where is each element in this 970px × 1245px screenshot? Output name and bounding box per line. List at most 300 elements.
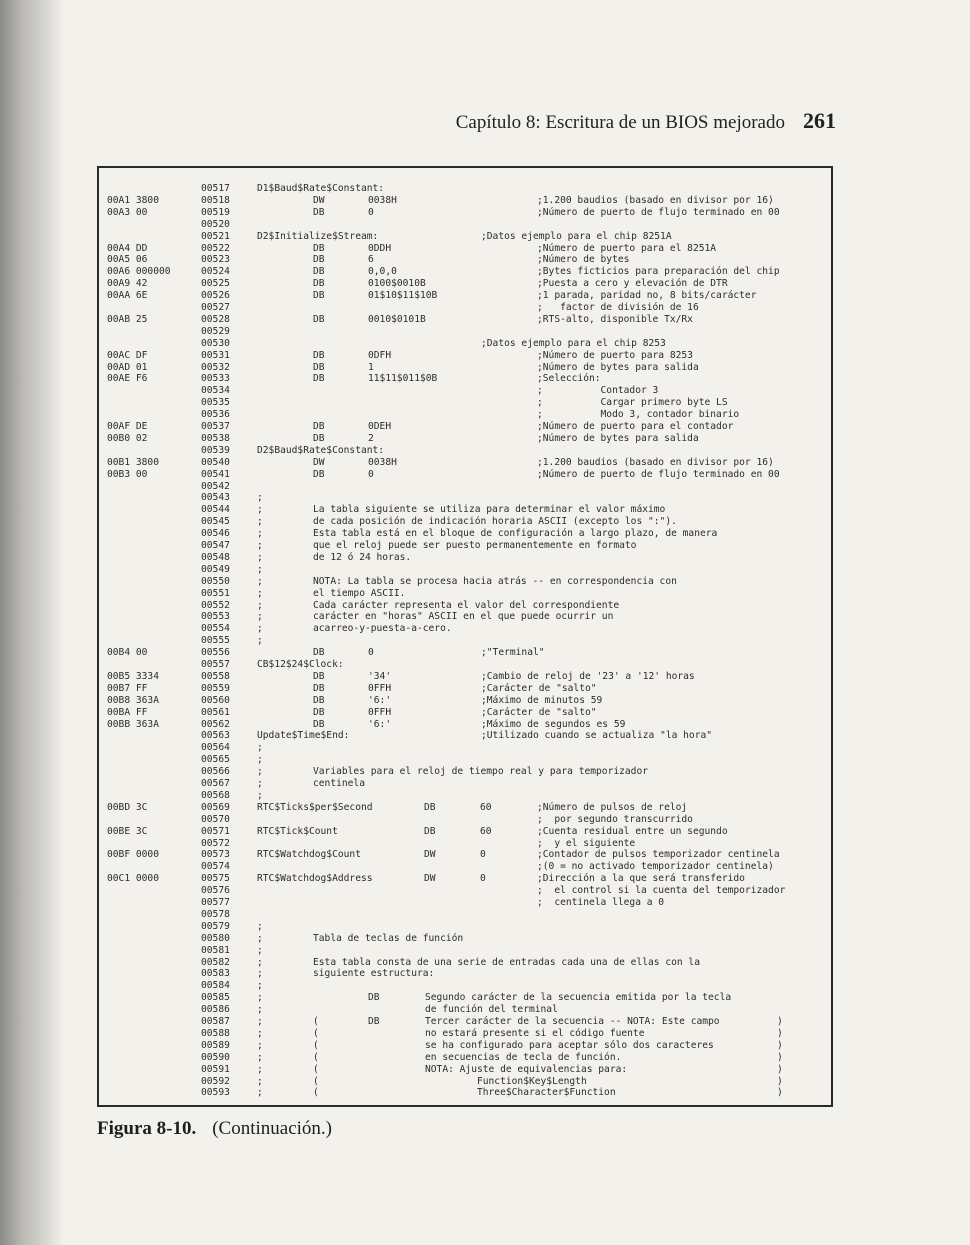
opcode: DW	[313, 194, 325, 206]
opcode: DB	[313, 694, 325, 706]
line-number: 00519	[201, 206, 230, 218]
paren-marker: )	[777, 1087, 783, 1099]
listing-row	[99, 576, 833, 588]
line-number: 00553	[201, 611, 230, 623]
object-code: 00A3 00	[107, 206, 148, 218]
line-number: 00531	[201, 349, 230, 361]
comment-marker: ;	[257, 742, 263, 754]
comment-text: Function$Key$Length	[425, 1075, 587, 1087]
comment-text: Three$Character$Function	[425, 1087, 616, 1099]
line-number: 00535	[201, 397, 230, 409]
figure-caption-text: (Continuación.)	[212, 1118, 332, 1139]
listing-row	[99, 1004, 833, 1016]
line-number: 00576	[201, 885, 230, 897]
code-comment: ;Puesta a cero y elevación de DTR	[537, 278, 728, 290]
opcode: DB	[313, 706, 325, 718]
line-number: 00538	[201, 432, 230, 444]
object-code: 00A1 3800	[107, 194, 159, 206]
line-number: 00563	[201, 730, 230, 742]
paren-marker: )	[777, 1027, 783, 1039]
comment-text: Segundo carácter de la secuencia emitida por la tecla	[425, 992, 732, 1004]
opcode: DB	[313, 682, 325, 694]
operand: 60	[480, 801, 492, 813]
listing-row	[99, 778, 833, 790]
comment-marker: ;	[257, 1075, 263, 1087]
comment-marker: ;	[257, 992, 263, 1004]
operand: 0DEH	[368, 421, 392, 432]
code-listing-box	[97, 166, 833, 1107]
comment-marker: ;	[257, 599, 263, 611]
object-code: 00A4 DD	[107, 242, 148, 254]
line-number: 00593	[201, 1087, 230, 1099]
paren-marker: (	[313, 1027, 319, 1039]
comment-marker: ;	[257, 1063, 263, 1075]
listing-row	[99, 362, 833, 374]
comment-text: NOTA: Ajuste de equivalencias para:	[425, 1063, 628, 1075]
line-number: 00559	[201, 682, 230, 694]
line-number: 00552	[201, 599, 230, 611]
code-comment: ;Datos ejemplo para el chip 8251A	[481, 230, 672, 242]
paren-marker: (	[313, 1051, 319, 1063]
listing-row	[99, 326, 833, 338]
line-number: 00588	[201, 1027, 230, 1039]
listing-row	[99, 635, 833, 647]
operand: 0010$0101B	[368, 313, 426, 325]
comment-text: Cada carácter representa el valor del correspondiente	[313, 599, 620, 611]
code-comment: ;Cuenta residual entre un segundo	[537, 825, 728, 837]
listing-row	[99, 957, 833, 969]
line-number: 00547	[201, 540, 230, 551]
line-number: 00571	[201, 825, 230, 837]
line-number: 00567	[201, 778, 230, 789]
code-comment: ;"Terminal"	[481, 647, 545, 659]
listing-row	[99, 219, 833, 231]
comment-marker: ;	[257, 635, 263, 647]
comment-text: de función del terminal	[425, 1004, 558, 1016]
figure-caption	[97, 1118, 332, 1140]
code-comment: ;Número de puerto para 8253	[537, 349, 693, 361]
opcode: DB	[313, 242, 325, 254]
operand: 0DDH	[368, 242, 392, 254]
line-number: 00542	[201, 480, 230, 492]
comment-marker: ;	[257, 920, 263, 932]
listing-row	[99, 421, 833, 433]
line-number: 00518	[201, 194, 230, 206]
code-comment: ; Modo 3, contador binario	[537, 409, 740, 421]
comment-marker: ;	[257, 1027, 263, 1039]
code-comment: ; por segundo transcurrido	[537, 813, 693, 825]
listing-row	[99, 1016, 833, 1028]
listing-row	[99, 504, 833, 516]
line-number: 00590	[201, 1051, 230, 1063]
listing-row	[99, 719, 833, 731]
listing-row	[99, 445, 833, 457]
comment-text: en secuencias de tecla de función.	[425, 1051, 622, 1063]
object-code: 00B4 00	[107, 647, 148, 659]
opcode: DB	[424, 825, 436, 837]
line-number: 00541	[201, 468, 230, 480]
code-label: RTC$Ticks$per$Second	[257, 801, 373, 813]
line-number: 00578	[201, 908, 230, 920]
comment-marker: ;	[257, 766, 263, 778]
listing-row	[99, 243, 833, 255]
code-comment: ;Número de puerto de flujo terminado en 00	[537, 206, 780, 218]
listing-row	[99, 600, 833, 612]
comment-marker: ;	[257, 754, 263, 766]
opcode: DB	[368, 992, 380, 1004]
object-code: 00AF DE	[107, 421, 148, 432]
opcode: DB	[313, 670, 325, 682]
line-number: 00573	[201, 849, 230, 861]
page-number: 261	[803, 108, 836, 133]
operand: 0	[368, 206, 374, 218]
paren-marker: )	[777, 1016, 783, 1027]
listing-row	[99, 492, 833, 504]
comment-text: Variables para el reloj de tiempo real y para temporizador	[313, 766, 649, 778]
line-number: 00574	[201, 861, 230, 873]
comment-text: el tiempo ASCII.	[313, 587, 406, 599]
line-number: 00539	[201, 444, 230, 456]
listing-row	[99, 695, 833, 707]
code-comment: ;Carácter de "salto"	[481, 706, 597, 718]
code-comment: ;(0 = no activado temporizador centinela)	[537, 861, 774, 873]
code-comment: ;Carácter de "salto"	[481, 682, 597, 694]
line-number: 00558	[201, 670, 230, 682]
object-code: 00B0 02	[107, 432, 148, 444]
listing-row	[99, 552, 833, 564]
comment-marker: ;	[257, 516, 263, 528]
listing-row	[99, 683, 833, 695]
operand: '6:'	[368, 718, 392, 730]
object-code: 00AD 01	[107, 361, 148, 373]
listing-row	[99, 921, 833, 933]
comment-text: de 12 ó 24 horas.	[313, 551, 412, 563]
object-code: 00C1 0000	[107, 873, 159, 885]
code-comment: ;Bytes ficticios para preparación del chip	[537, 266, 780, 278]
comment-text: de cada posición de indicación horaria ASCII (excepto los ":").	[313, 516, 677, 528]
comment-marker: ;	[257, 1039, 263, 1051]
object-code: 00AA 6E	[107, 290, 148, 302]
operand: 0	[480, 873, 486, 885]
object-code: 00B8 363A	[107, 694, 159, 706]
comment-marker: ;	[257, 980, 263, 992]
code-comment: ; Cargar primero byte LS	[537, 397, 728, 409]
opcode: DB	[368, 1016, 380, 1027]
listing-row	[99, 481, 833, 493]
line-number: 00548	[201, 551, 230, 563]
opcode: DB	[313, 349, 325, 361]
line-number: 00533	[201, 373, 230, 385]
line-number: 00524	[201, 266, 230, 278]
object-code: 00B7 FF	[107, 682, 148, 694]
opcode: DB	[313, 206, 325, 218]
listing-row	[99, 302, 833, 314]
comment-text: Esta tabla está en el bloque de configuración a largo plazo, de manera	[313, 528, 718, 540]
operand: 0DFH	[368, 349, 392, 361]
listing-row	[99, 814, 833, 826]
object-code: 00B5 3334	[107, 670, 159, 682]
line-number: 00562	[201, 718, 230, 730]
opcode: DB	[313, 432, 325, 444]
line-number: 00575	[201, 873, 230, 885]
object-code: 00AE F6	[107, 373, 148, 385]
comment-marker: ;	[257, 1051, 263, 1063]
line-number: 00527	[201, 302, 230, 313]
object-code: 00B1 3800	[107, 456, 159, 468]
comment-marker: ;	[257, 587, 263, 599]
listing-row	[99, 790, 833, 802]
operand: 0	[368, 468, 374, 480]
listing-row	[99, 897, 833, 909]
listing-row	[99, 195, 833, 207]
listing-row	[99, 885, 833, 897]
comment-text: Esta tabla consta de una serie de entradas cada una de ellas con la	[313, 956, 700, 968]
line-number: 00572	[201, 837, 230, 849]
paren-marker: )	[777, 1063, 783, 1075]
opcode: DW	[424, 873, 436, 885]
line-number: 00560	[201, 694, 230, 706]
comment-marker: ;	[257, 575, 263, 587]
book-spine-shadow	[0, 0, 62, 1245]
object-code: 00B3 00	[107, 468, 148, 480]
listing-row	[99, 433, 833, 445]
listing-row	[99, 290, 833, 302]
line-number: 00592	[201, 1075, 230, 1087]
object-code: 00AB 25	[107, 313, 148, 325]
object-code: 00BF 0000	[107, 849, 159, 861]
code-comment: ;Selección:	[537, 373, 601, 385]
code-comment: ;Máximo de segundos es 59	[481, 718, 626, 730]
comment-marker: ;	[257, 551, 263, 563]
listing-row	[99, 516, 833, 528]
paren-marker: (	[313, 1063, 319, 1075]
code-comment: ; centinela llega a 0	[537, 897, 665, 908]
line-number: 00583	[201, 968, 230, 980]
chapter-title: Capítulo 8: Escritura de un BIOS mejorado	[455, 112, 785, 133]
figure-number: Figura 8-10.	[97, 1118, 197, 1139]
operand: 0FFH	[368, 706, 392, 718]
opcode: DB	[313, 421, 325, 432]
listing-row	[99, 611, 833, 623]
operand: 2	[368, 432, 374, 444]
listing-row	[99, 469, 833, 481]
listing-row	[99, 588, 833, 600]
listing-row	[99, 1064, 833, 1076]
opcode: DB	[313, 290, 325, 302]
code-comment: ;Número de bytes para salida	[537, 432, 699, 444]
code-comment: ;Datos ejemplo para el chip 8253	[481, 337, 666, 349]
listing-row	[99, 838, 833, 850]
comment-marker: ;	[257, 789, 263, 801]
code-comment: ; factor de división de 16	[537, 302, 699, 313]
comment-text: se ha configurado para aceptar sólo dos caracteres	[425, 1039, 714, 1051]
comment-marker: ;	[257, 563, 263, 575]
paren-marker: (	[313, 1087, 319, 1099]
comment-marker: ;	[257, 956, 263, 968]
listing-row	[99, 647, 833, 659]
listing-row	[99, 623, 833, 635]
code-comment: ;Dirección a la que será transferido	[537, 873, 745, 885]
comment-marker: ;	[257, 492, 263, 504]
listing-row	[99, 278, 833, 290]
listing-row	[99, 338, 833, 350]
listing-row	[99, 314, 833, 326]
listing-row	[99, 385, 833, 397]
object-code: 00BE 3C	[107, 825, 148, 837]
page-header	[0, 108, 836, 134]
comment-text: Tabla de teclas de función	[313, 932, 464, 944]
line-number: 00582	[201, 956, 230, 968]
line-number: 00557	[201, 659, 230, 670]
operand: 0100$0010B	[368, 278, 426, 290]
listing-row	[99, 754, 833, 766]
listing-row	[99, 1028, 833, 1040]
code-label: D2$Initialize$Stream:	[257, 230, 379, 242]
listing-row	[99, 980, 833, 992]
line-number: 00591	[201, 1063, 230, 1075]
code-label: CB$12$24$Clock:	[257, 659, 344, 670]
code-label: RTC$Tick$Count	[257, 825, 338, 837]
operand: '34'	[368, 670, 392, 682]
operand: 60	[480, 825, 492, 837]
listing-row	[99, 350, 833, 362]
listing-row	[99, 968, 833, 980]
code-label: D1$Baud$Rate$Constant:	[257, 183, 385, 194]
comment-marker: ;	[257, 1087, 263, 1099]
line-number: 00577	[201, 897, 230, 908]
line-number: 00570	[201, 813, 230, 825]
listing-row	[99, 945, 833, 957]
code-comment: ; y el siguiente	[537, 837, 636, 849]
comment-marker: ;	[257, 504, 263, 516]
code-comment: ;Cambio de reloj de '23' a '12' horas	[481, 670, 695, 682]
line-number: 00585	[201, 992, 230, 1004]
opcode: DB	[313, 718, 325, 730]
code-comment: ;Número de puerto para el 8251A	[537, 242, 717, 254]
operand: 0038H	[368, 194, 397, 206]
listing-row	[99, 873, 833, 885]
opcode: DB	[313, 266, 325, 278]
listing-row	[99, 373, 833, 385]
line-number: 00522	[201, 242, 230, 254]
object-code: 00BA FF	[107, 706, 148, 718]
opcode: DB	[313, 278, 325, 290]
operand: 0	[480, 849, 486, 861]
line-number: 00580	[201, 932, 230, 944]
line-number: 00546	[201, 528, 230, 540]
line-number: 00554	[201, 623, 230, 635]
line-number: 00520	[201, 218, 230, 230]
opcode: DB	[313, 373, 325, 385]
comment-text: NOTA: La tabla se procesa hacia atrás -- en correspondencia con	[313, 575, 677, 587]
code-comment: ;1.200 baudios (basado en divisor por 16)	[537, 194, 774, 206]
listing-row	[99, 1040, 833, 1052]
paren-marker: )	[777, 1039, 783, 1051]
listing-row	[99, 826, 833, 838]
object-code: 00A5 06	[107, 254, 148, 266]
line-number: 00540	[201, 456, 230, 468]
line-number: 00569	[201, 801, 230, 813]
line-number: 00549	[201, 563, 230, 575]
code-comment: ;Máximo de minutos 59	[481, 694, 603, 706]
line-number: 00545	[201, 516, 230, 528]
object-code: 00AC DF	[107, 349, 148, 361]
operand: 11$11$011$0B	[368, 373, 438, 385]
line-number: 00532	[201, 361, 230, 373]
object-code: 00A6 000000	[107, 266, 171, 278]
operand: '6:'	[368, 694, 392, 706]
code-comment: ;Número de bytes para salida	[537, 361, 699, 373]
line-number: 00529	[201, 325, 230, 337]
operand: 6	[368, 254, 374, 266]
opcode: DW	[313, 456, 325, 468]
code-comment: ;Número de pulsos de reloj	[537, 801, 688, 813]
operand: 0FFH	[368, 682, 392, 694]
opcode: DW	[424, 849, 436, 861]
comment-text: siguiente estructura:	[313, 968, 435, 980]
line-number: 00525	[201, 278, 230, 290]
paren-marker: (	[313, 1039, 319, 1051]
line-number: 00584	[201, 980, 230, 992]
line-number: 00544	[201, 504, 230, 516]
comment-marker: ;	[257, 528, 263, 540]
paren-marker: )	[777, 1051, 783, 1063]
listing-row	[99, 183, 833, 195]
code-comment: ;RTS-alto, disponible Tx/Rx	[537, 313, 693, 325]
comment-text: centinela	[313, 778, 365, 789]
opcode: DB	[313, 647, 325, 659]
object-code: 00A9 42	[107, 278, 148, 290]
listing-row	[99, 1052, 833, 1064]
line-number: 00568	[201, 789, 230, 801]
comment-marker: ;	[257, 1016, 263, 1027]
code-comment: ;Contador de pulsos temporizador centinela	[537, 849, 780, 861]
line-number: 00589	[201, 1039, 230, 1051]
line-number: 00537	[201, 421, 230, 432]
listing-row	[99, 909, 833, 921]
comment-marker: ;	[257, 932, 263, 944]
code-comment: ;Número de puerto para el contador	[537, 421, 734, 432]
line-number: 00566	[201, 766, 230, 778]
code-comment: ; el control si la cuenta del temporizador	[537, 885, 786, 897]
listing-row	[99, 540, 833, 552]
code-label: Update$Time$End:	[257, 730, 350, 742]
listing-row	[99, 766, 833, 778]
listing-row	[99, 397, 833, 409]
line-number: 00536	[201, 409, 230, 421]
operand: 0038H	[368, 456, 397, 468]
operand: 0,0,0	[368, 266, 397, 278]
line-number: 00517	[201, 183, 230, 194]
listing-row	[99, 742, 833, 754]
listing-row	[99, 1076, 833, 1088]
line-number: 00543	[201, 492, 230, 504]
listing-row	[99, 802, 833, 814]
comment-marker: ;	[257, 540, 263, 551]
comment-text: no estará presente si el código fuente	[425, 1027, 645, 1039]
object-code: 00BD 3C	[107, 801, 148, 813]
opcode: DB	[313, 361, 325, 373]
line-number: 00526	[201, 290, 230, 302]
line-number: 00564	[201, 742, 230, 754]
opcode: DB	[424, 801, 436, 813]
comment-text: carácter en "horas" ASCII en el que puede ocurrir un	[313, 611, 614, 623]
comment-marker: ;	[257, 968, 263, 980]
listing-row	[99, 933, 833, 945]
code-comment: ; Contador 3	[537, 385, 659, 397]
listing-row	[99, 730, 833, 742]
listing-row	[99, 207, 833, 219]
